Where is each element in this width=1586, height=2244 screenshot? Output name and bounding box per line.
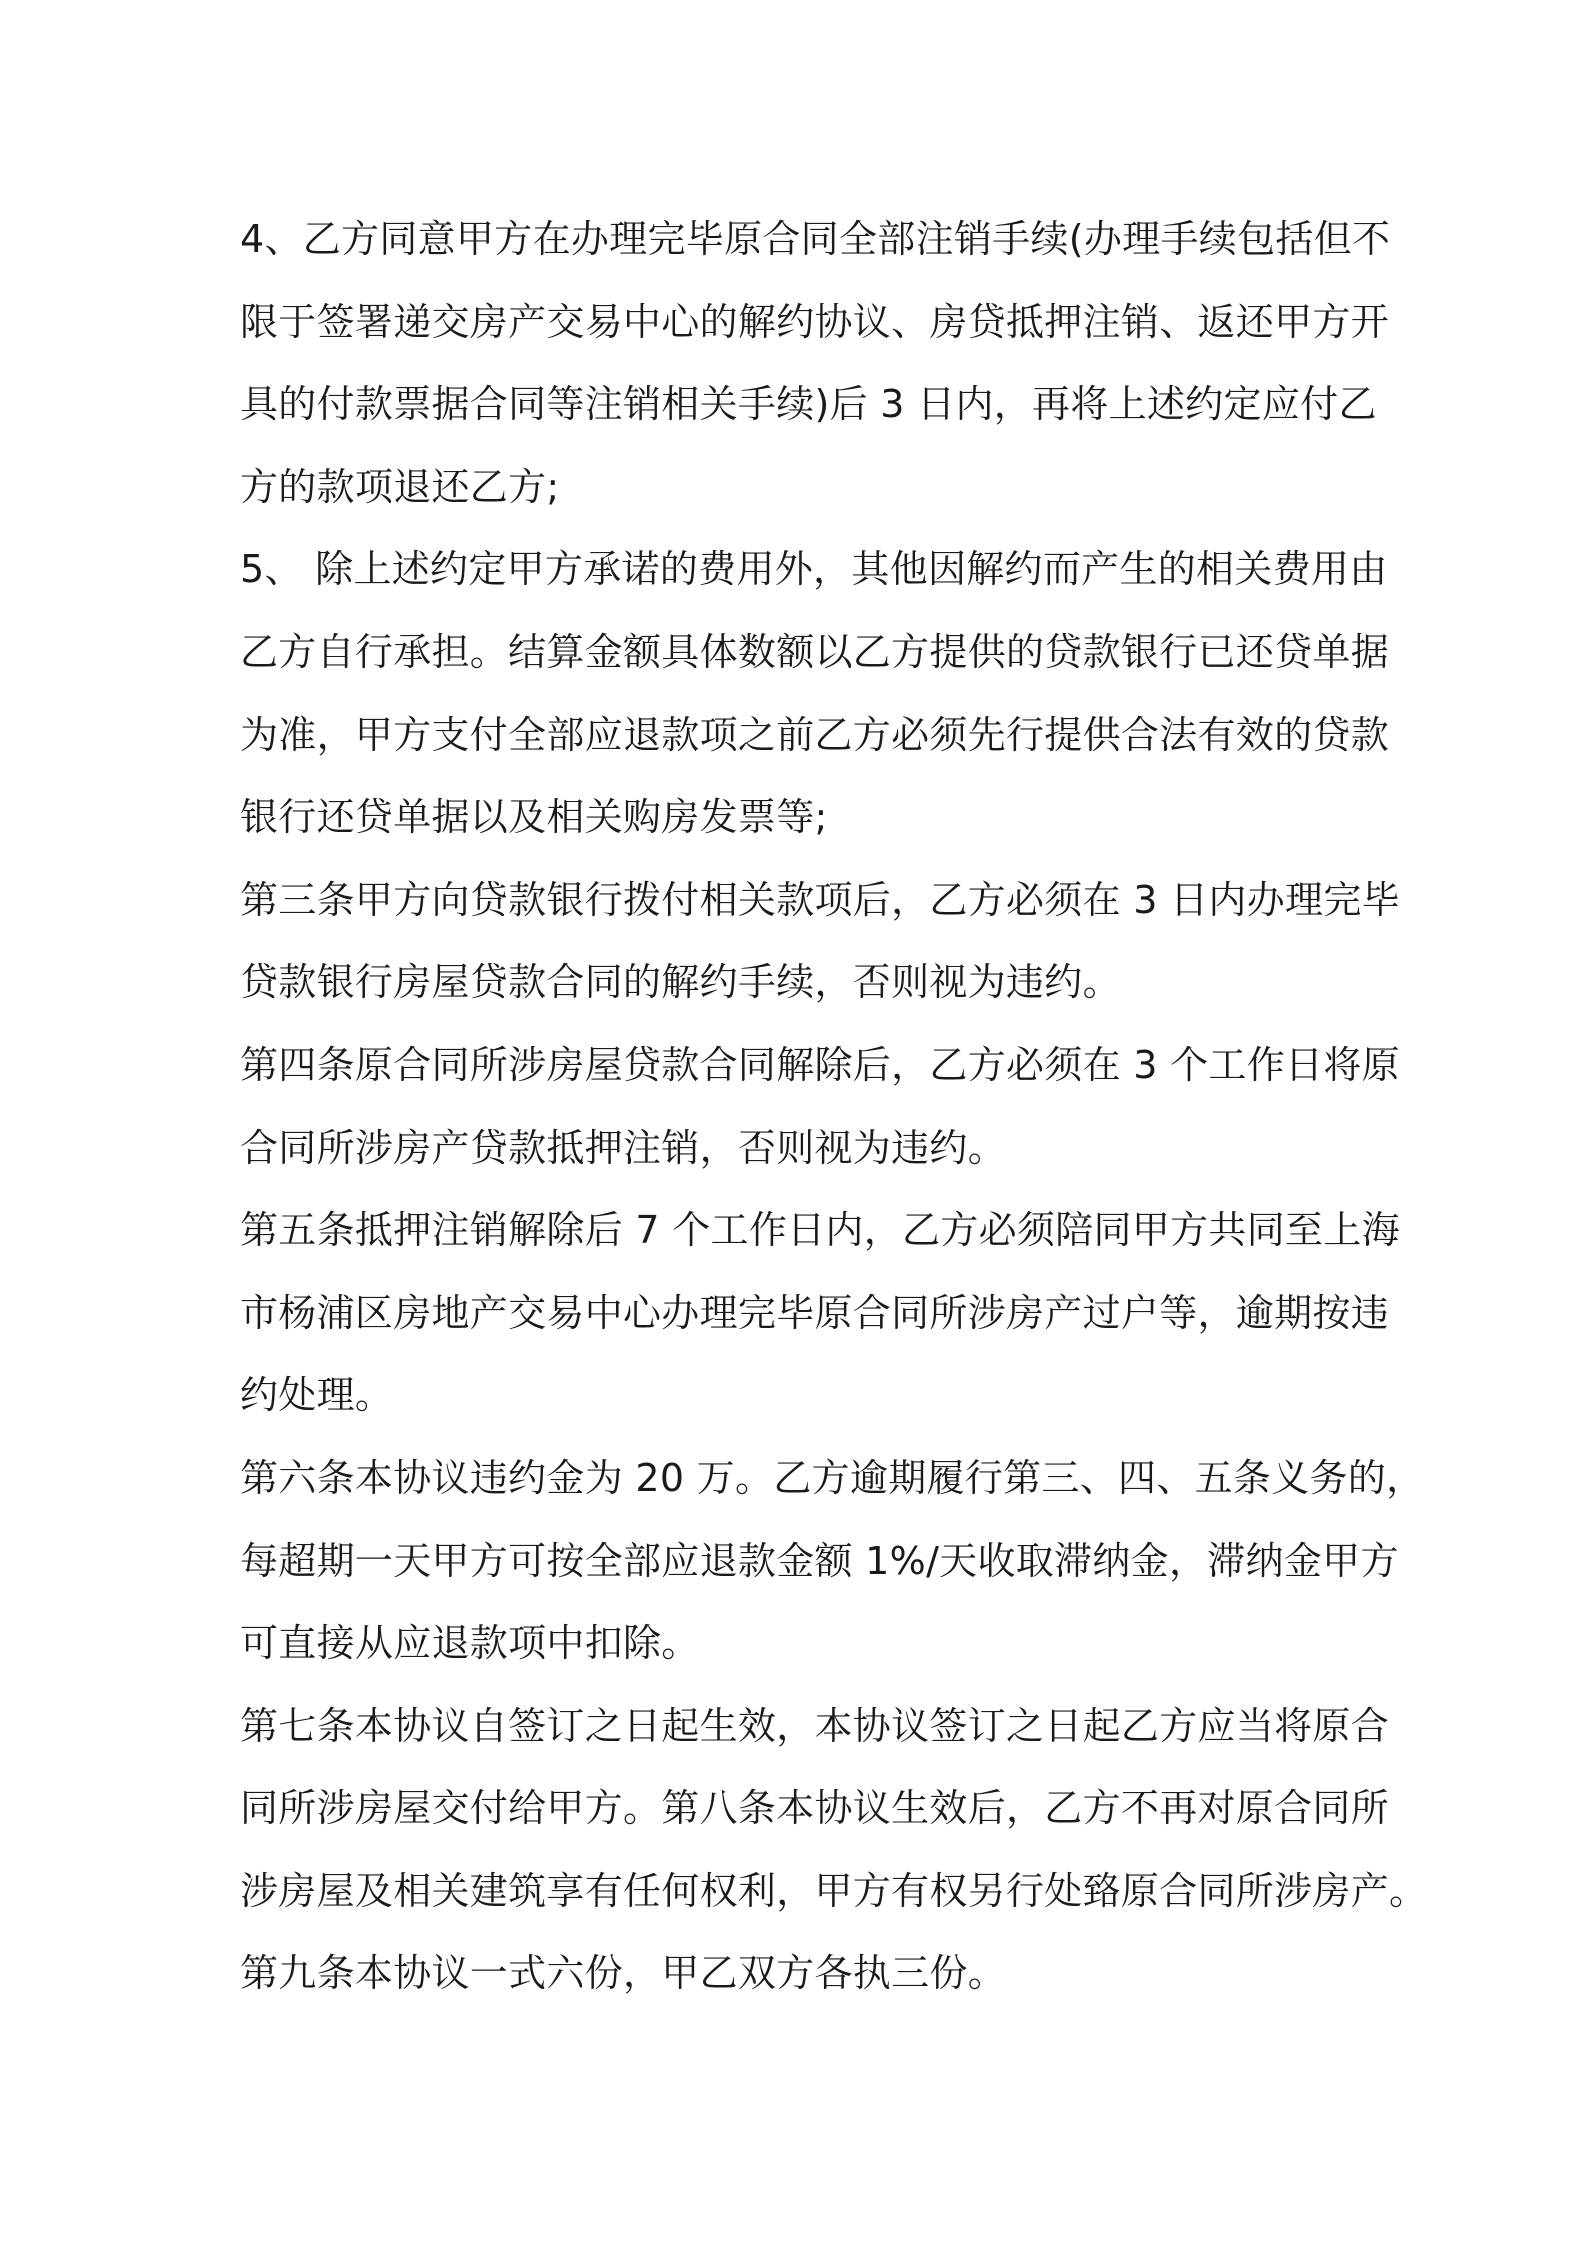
text-line: 具的付款票据合同等注销相关手续)后 3 日内，再将上述约定应付乙	[240, 382, 1377, 427]
text-line: 第九条本协议一式六份，甲乙双方各执三份。	[240, 1951, 1007, 1996]
text-line: 合同所涉房产贷款抵押注销，否则视为违约。	[240, 1125, 1007, 1170]
text-line: 5、 除上述约定甲方承诺的费用外，其他因解约而产生的相关费用由	[240, 547, 1388, 592]
text-line: 第五条抵押注销解除后 7 个工作日内，乙方必须陪同甲方共同至上海	[240, 1208, 1400, 1253]
text-line: 第七条本协议自签订之日起生效，本协议签订之日起乙方应当将原合	[240, 1703, 1390, 1748]
text-line: 第四条原合同所涉房屋贷款合同解除后，乙方必须在 3 个工作日将原	[240, 1042, 1400, 1087]
text-line: 同所涉房屋交付给甲方。第八条本协议生效后，乙方不再对原合同所	[240, 1786, 1390, 1831]
text-line: 可直接从应退款项中扣除。	[240, 1621, 700, 1666]
text-line: 市杨浦区房地产交易中心办理完毕原合同所涉房产过户等，逾期按违	[240, 1290, 1390, 1335]
text-line: 银行还贷单据以及相关购房发票等;	[240, 795, 828, 840]
text-line: 方的款项退还乙方;	[240, 464, 560, 509]
text-line: 限于签署递交房产交易中心的解约协议、房贷抵押注销、返还甲方开	[240, 299, 1390, 344]
text-line: 第三条甲方向贷款银行拨付相关款项后，乙方必须在 3 日内办理完毕	[240, 877, 1400, 922]
text-line: 乙方自行承担。结算金额具体数额以乙方提供的贷款银行已还贷单据	[240, 629, 1390, 674]
text-line: 涉房屋及相关建筑享有任何权利，甲方有权另行处臵原合同所涉房产。	[240, 1868, 1428, 1913]
document-body	[240, 198, 1428, 2015]
text-line: 贷款银行房屋贷款合同的解约手续，否则视为违约。	[240, 960, 1121, 1005]
text-line: 4、乙方同意甲方在办理完毕原合同全部注销手续(办理手续包括但不	[240, 217, 1391, 261]
text-line: 约处理。	[240, 1373, 394, 1418]
text-line: 第六条本协议违约金为 20 万。乙方逾期履行第三、四、五条义务的，	[240, 1455, 1425, 1500]
text-line: 为准，甲方支付全部应退款项之前乙方必须先行提供合法有效的贷款	[240, 712, 1390, 757]
text-line: 每超期一天甲方可按全部应退款金额 1%/天收取滞纳金，滞纳金甲方	[240, 1538, 1399, 1583]
